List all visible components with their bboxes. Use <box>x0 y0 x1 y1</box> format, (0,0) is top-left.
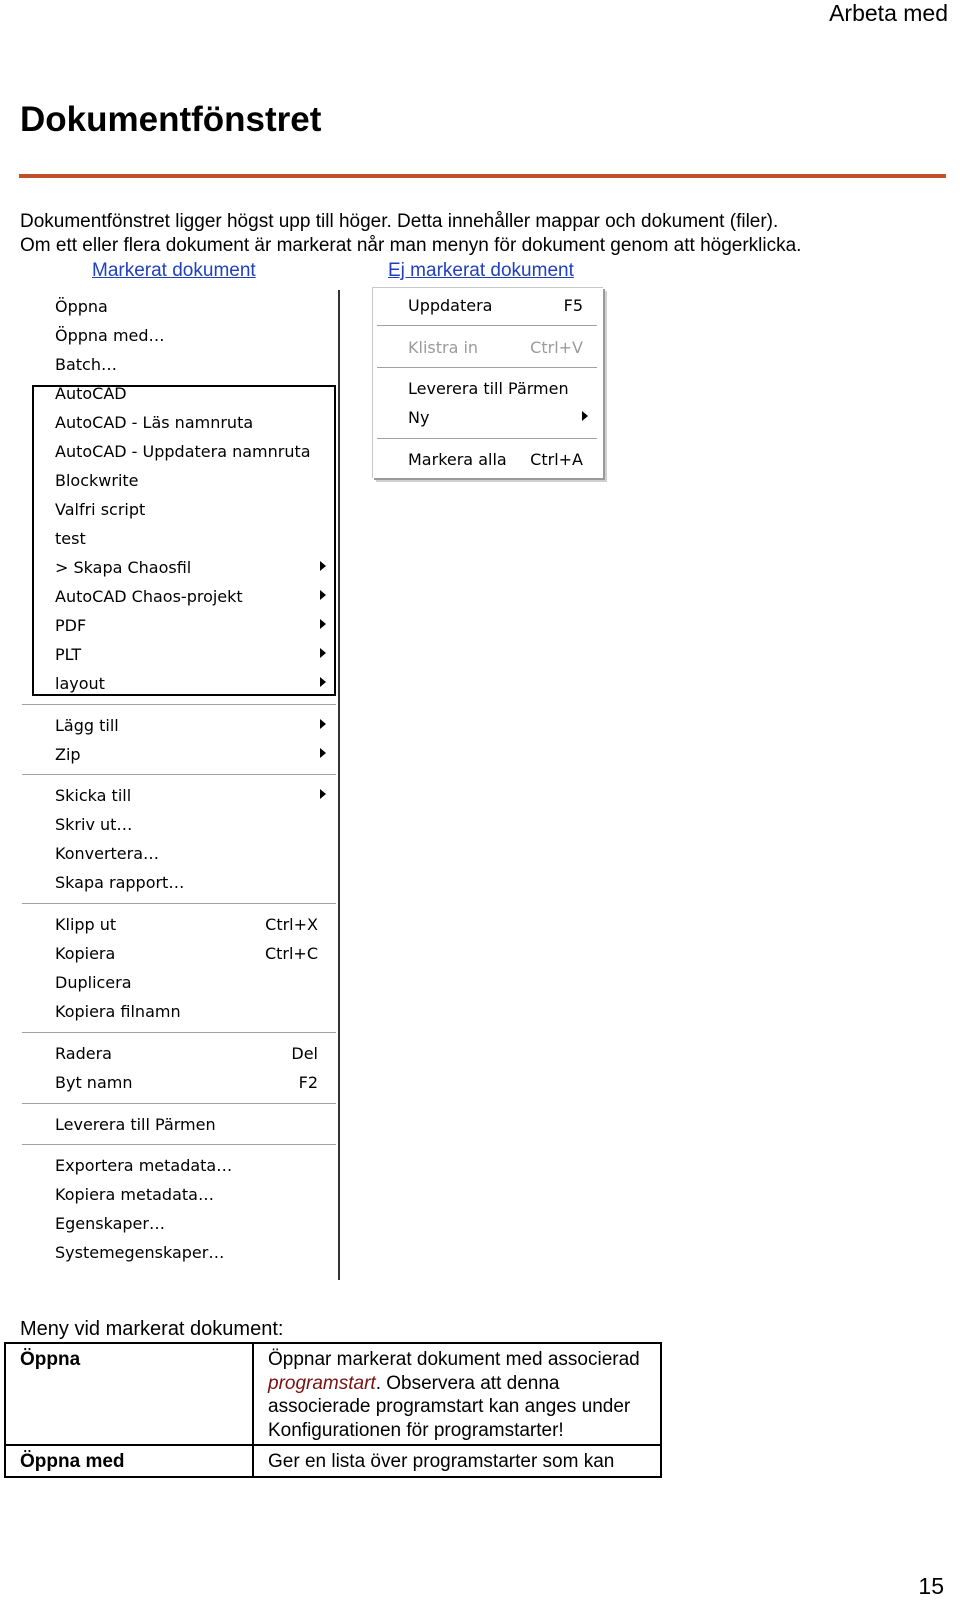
shortcut-rename: F2 <box>298 1073 318 1092</box>
context-menu-selected-document <box>20 290 340 1280</box>
shortcut-cut: Ctrl+X <box>265 915 318 934</box>
shortcut-select-all: Ctrl+A <box>530 450 583 469</box>
menu-item-refresh[interactable]: Uppdatera <box>408 296 493 315</box>
menu-item-pdf[interactable]: PDF <box>55 616 87 635</box>
menu-item-autocad[interactable]: AutoCAD <box>55 384 127 403</box>
term-cell: Öppna <box>5 1343 253 1445</box>
description-cell: Ger en lista över programstarter som kan <box>253 1445 661 1477</box>
menu-item-export-metadata[interactable]: Exportera metadata… <box>55 1156 233 1175</box>
menu-separator <box>377 325 597 327</box>
menu-item-paste[interactable]: Klistra in <box>408 338 479 357</box>
programstart-reference: programstart <box>268 1372 376 1394</box>
section-header: Arbeta med <box>829 0 948 26</box>
menu-item-batch[interactable]: Batch… <box>55 355 117 374</box>
intro-line-2: Om ett eller flera dokument är markerat når man menyn för dokument genom att högerklicka. <box>20 235 802 256</box>
menu-item-properties[interactable]: Egenskaper… <box>55 1214 165 1233</box>
menu-item-open[interactable]: Öppna <box>55 297 108 316</box>
menu-item-open-with[interactable]: Öppna med… <box>55 326 165 345</box>
menu-item-new[interactable]: Ny <box>408 408 430 427</box>
menu-item-autocad-read[interactable]: AutoCAD - Läs namnruta <box>55 413 254 432</box>
page-title: Dokumentfönstret <box>20 100 322 139</box>
page-number: 15 <box>918 1573 944 1599</box>
table-caption: Meny vid markerat dokument: <box>20 1318 284 1340</box>
term-cell: Öppna med <box>5 1445 253 1477</box>
shortcut-paste: Ctrl+V <box>530 338 583 357</box>
title-rule <box>19 174 946 178</box>
shortcut-copy: Ctrl+C <box>264 944 318 963</box>
description-text: Öppnar markerat dokument med associerad <box>268 1349 640 1370</box>
submenu-arrow-icon <box>320 561 326 571</box>
submenu-arrow-icon <box>320 619 326 629</box>
menu-item-blockwrite[interactable]: Blockwrite <box>55 471 139 490</box>
submenu-arrow-icon <box>320 677 326 687</box>
link-selected-document[interactable]: Markerat dokument <box>92 260 256 281</box>
menu-separator <box>22 1032 336 1034</box>
menu-item-test[interactable]: test <box>55 529 86 548</box>
link-unselected-document[interactable]: Ej markerat dokument <box>388 260 574 281</box>
menu-separator <box>377 367 597 369</box>
menu-item-deliver-unselected[interactable]: Leverera till Pärmen <box>408 379 569 398</box>
menu-item-delete[interactable]: Radera <box>55 1044 112 1063</box>
menu-item-system-properties[interactable]: Systemegenskaper… <box>55 1243 225 1262</box>
menu-separator <box>22 1144 336 1146</box>
menu-item-print[interactable]: Skriv ut… <box>55 815 133 834</box>
submenu-arrow-icon <box>320 789 326 799</box>
shortcut-delete: Del <box>291 1044 318 1063</box>
menu-item-create-report[interactable]: Skapa rapport… <box>55 873 185 892</box>
menu-item-deliver[interactable]: Leverera till Pärmen <box>55 1115 216 1134</box>
menu-item-create-chaos[interactable]: > Skapa Chaosfil <box>55 558 192 577</box>
menu-item-layout[interactable]: layout <box>55 674 105 693</box>
intro-line-1: Dokumentfönstret ligger högst upp till höger. Detta innehåller mappar och dokument (filer). <box>20 211 779 232</box>
table-row <box>5 1445 661 1477</box>
table-row <box>5 1343 661 1445</box>
menu-separator <box>22 1103 336 1105</box>
menu-item-any-script[interactable]: Valfri script <box>55 500 146 519</box>
menu-separator <box>22 903 336 905</box>
menu-item-autocad-chaos[interactable]: AutoCAD Chaos-projekt <box>55 587 243 606</box>
menu-item-convert[interactable]: Konvertera… <box>55 844 160 863</box>
submenu-arrow-icon <box>320 719 326 729</box>
menu-item-duplicate[interactable]: Duplicera <box>55 973 132 992</box>
menu-separator <box>22 774 336 776</box>
menu-description-table <box>4 1342 662 1478</box>
submenu-arrow-icon <box>582 411 588 421</box>
menu-item-autocad-update[interactable]: AutoCAD - Uppdatera namnruta <box>55 442 311 461</box>
menu-item-rename[interactable]: Byt namn <box>55 1073 133 1092</box>
menu-separator <box>22 704 336 706</box>
menu-item-cut[interactable]: Klipp ut <box>55 915 117 934</box>
menu-item-copy-metadata[interactable]: Kopiera metadata… <box>55 1185 214 1204</box>
submenu-arrow-icon <box>320 648 326 658</box>
submenu-arrow-icon <box>320 590 326 600</box>
shortcut-refresh: F5 <box>563 296 583 315</box>
menu-item-copy-filename[interactable]: Kopiera filnamn <box>55 1002 181 1021</box>
description-text: . Observera att denna associerade programstart kan anges under Konfigurationen för programstarter! <box>268 1372 631 1441</box>
menu-separator <box>377 438 597 440</box>
menu-item-select-all[interactable]: Markera alla <box>408 450 507 469</box>
context-menu-unselected-document <box>372 287 603 478</box>
submenu-arrow-icon <box>320 748 326 758</box>
menu-item-copy[interactable]: Kopiera <box>55 944 116 963</box>
menu-item-add-to[interactable]: Lägg till <box>55 716 119 735</box>
menu-item-send-to[interactable]: Skicka till <box>55 786 132 805</box>
menu-item-plt[interactable]: PLT <box>55 645 82 664</box>
menu-item-zip[interactable]: Zip <box>55 745 81 764</box>
description-cell <box>253 1343 661 1445</box>
